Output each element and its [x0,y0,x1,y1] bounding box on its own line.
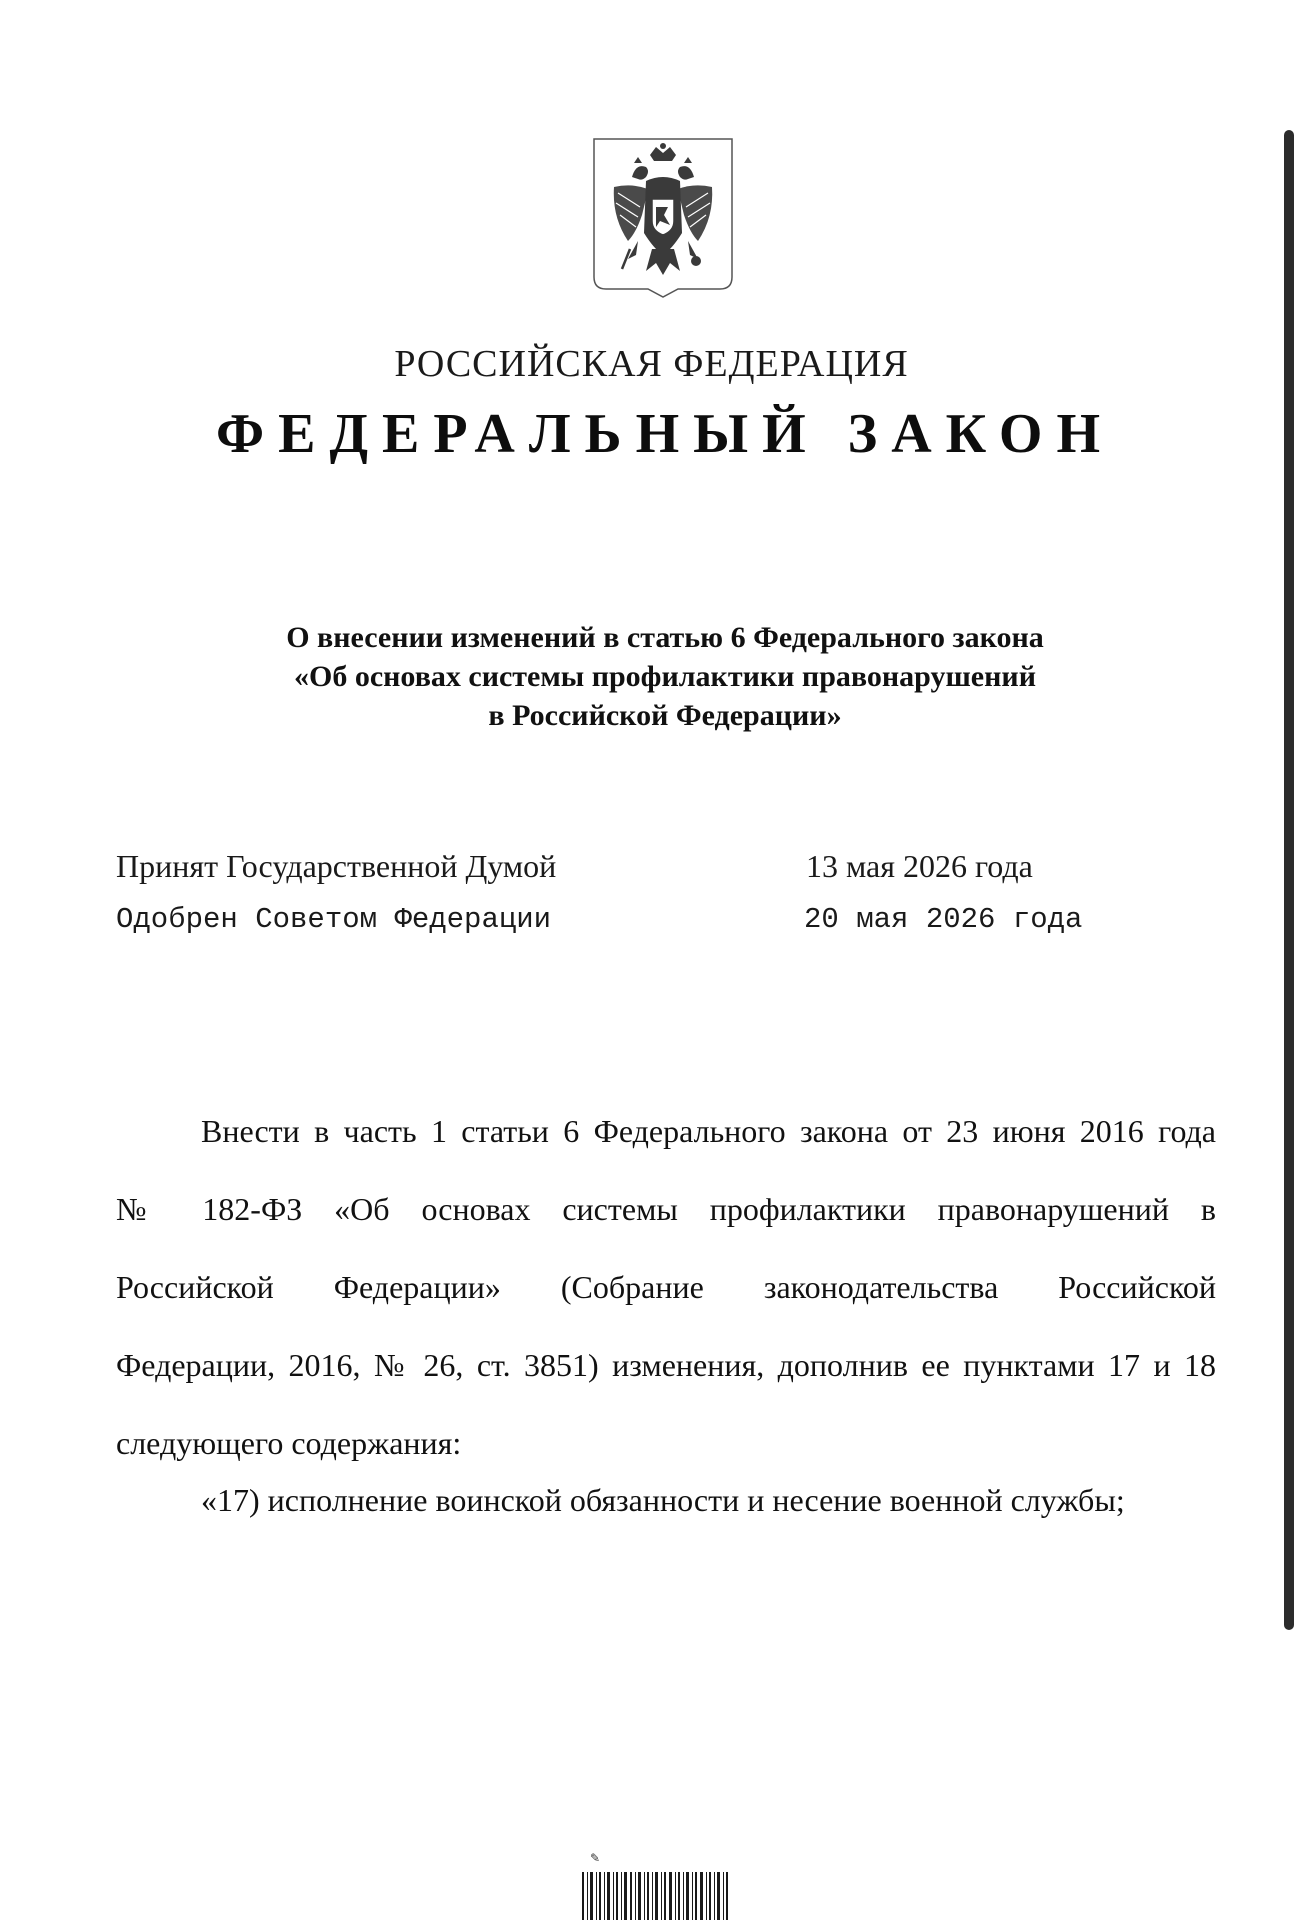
body-line: Российской Федерации» (Собрание законодательства Российской [116,1269,1216,1305]
law-item-17: «17) исполнение воинской обязанности и несение военной службы; [201,1482,1125,1518]
adoption-state-duma [116,848,1033,885]
law-type-heading: ФЕДЕРАЛЬНЫЙ ЗАКОН [216,403,1114,465]
law-title-line: «Об основах системы профилактики правонарушений [294,660,1036,693]
adoption-label: Одобрен Советом Федерации [116,903,552,936]
body-line: следующего содержания: [116,1425,462,1461]
law-title-line: в Российской Федерации» [488,699,842,732]
adoption-date: 20 мая 2026 года [804,903,1083,936]
adoption-federation-council [116,903,1083,936]
law-body [116,1092,1216,1482]
law-title [0,618,1303,735]
barcode-icon [578,1848,738,1920]
country-heading: РОССИЙСКАЯ ФЕДЕРАЦИЯ [394,343,909,385]
law-title-line: О внесении изменений в статью 6 Федерального закона [286,621,1044,654]
adoption-date: 13 мая 2026 года [806,848,1033,884]
vertical-scrollbar[interactable] [1284,130,1294,1630]
russian-coat-of-arms-icon [592,137,734,299]
svg-text:✎: ✎ [590,1851,601,1865]
body-line: Федерации, 2016, № 26, ст. 3851) изменения, дополнив ее пунктами 17 и 18 [116,1347,1216,1383]
body-line: № 182-ФЗ «Об основах системы профилактики правонарушений в [116,1191,1216,1227]
adoption-label: Принят Государственной Думой [116,848,557,884]
body-line: Внести в часть 1 статьи 6 Федерального закона от 23 июня 2016 года [201,1113,1216,1149]
